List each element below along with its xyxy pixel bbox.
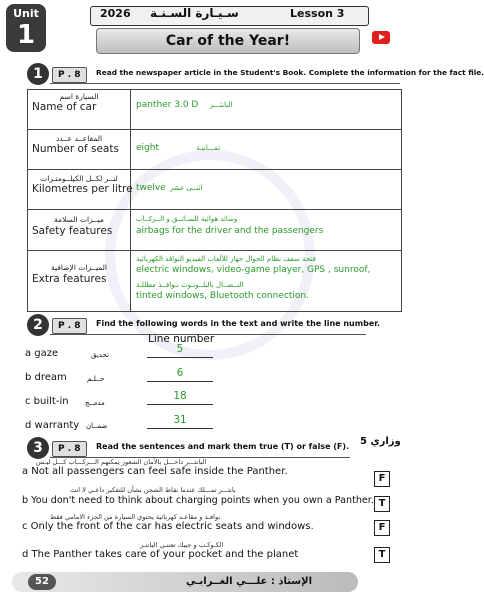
answer-text-ar: فتحة سقف نظام الجوال جهاز للألعاب الفيديو النوافذ الكهربائية	[136, 255, 316, 263]
lesson-label: Lesson 3	[290, 7, 345, 20]
answer-text: tinted windows, Bluetooth connection.	[136, 291, 309, 301]
section-1-instruction: Read the newspaper article in the Student's Book. Complete the information for the fact file.	[96, 68, 484, 77]
section-2-page: P . 8	[52, 318, 87, 334]
word-item: a gaze	[25, 348, 59, 359]
row-label-en: Extra features	[32, 273, 107, 285]
table-row	[28, 209, 401, 251]
line-number-answer: 31	[173, 414, 187, 426]
unit-badge	[6, 4, 46, 52]
sentence: a Not all passengers can feel safe inside the Panther.	[22, 466, 288, 477]
sentence-ar: الكـوكـب و جيبك تعتنـي البانثـر	[140, 541, 224, 549]
row-label-en: Number of seats	[32, 143, 119, 155]
table-row	[28, 250, 401, 312]
answer-text: eight	[136, 143, 159, 153]
row-label-ar: لتــر لكــل الكيلــومتـرات	[40, 174, 118, 183]
section-2-instruction: Find the following words in the text and write the line number.	[96, 319, 381, 328]
line-number-answer: 18	[173, 390, 187, 402]
answer-text-ar: ثمـــانيـة	[196, 144, 221, 152]
word-item-ar: حــلـم	[87, 375, 105, 383]
word-item-ar: تحديق	[91, 351, 109, 359]
table-row	[28, 89, 401, 129]
line-number-header: Line number	[148, 333, 215, 345]
row-label-en: Name of car	[32, 101, 97, 113]
answer-line	[147, 404, 213, 405]
word-item-ar: مدمــج	[85, 399, 105, 407]
answer-text-ar: وسائد هوائية للسـائــق و الــركــاب	[136, 215, 238, 223]
answer-line	[147, 428, 213, 429]
unit-number: 1	[16, 20, 36, 50]
sentence-ar: بانثـــر تمـــلك عندما نقاط الشحن بشأن للتفكير داعـي لا انت	[70, 486, 236, 494]
arabic-title: سـيـارة السـنـة	[150, 6, 239, 20]
line-number-answer: 6	[176, 367, 184, 379]
title-bar	[96, 28, 360, 54]
teacher-name: الإستاذ : علـــي الغــرابـي	[186, 576, 313, 587]
answer-text: airbags for the driver and the passengers	[136, 226, 324, 236]
answer-line	[147, 381, 213, 382]
answer-text: electric windows, video-game player, GPS , sunroof,	[136, 265, 371, 275]
answer-text: panther 3.0 D	[136, 100, 199, 110]
word-item-ar: ضمــان	[86, 422, 108, 430]
sentence-ar: نوافـذ و مقاعـد كهربائية يحتوي السيارة من الجزء الامامي فقط	[50, 513, 221, 521]
table-row	[28, 169, 401, 210]
sentence: c Only the front of the car has electric seats and windows.	[22, 521, 314, 532]
unit-label: Unit	[13, 7, 39, 20]
answer-text: twelve	[136, 183, 166, 193]
line-number-answer: 5	[176, 343, 184, 355]
true-false-box[interactable]: T	[374, 547, 390, 563]
word-item: d warranty	[25, 420, 80, 431]
answer-text-ar: البانثـــر	[210, 101, 233, 109]
section-1-rule	[50, 83, 400, 84]
section-3-page: P . 8	[52, 441, 87, 457]
logo	[372, 4, 418, 28]
sentence: b You don't need to think about charging points when you own a Panther.	[22, 495, 374, 506]
row-label-en: Safety features	[32, 225, 113, 237]
row-label-ar: المقاعــد عــدد	[55, 134, 103, 143]
section-2-number: 2	[27, 314, 49, 336]
sentence-ar: البانثـــر داخـــل بالأمان الشعور يمكنهم الـــركـــاب كـــل ليـس	[36, 458, 207, 466]
side-note: وزاري 5	[360, 436, 401, 447]
answer-text-ar: التــصــال بالبلــوتـوث نـوافــذ مظللـة	[136, 281, 244, 289]
section-3-instruction: Read the sentences and mark them true (T) or false (F).	[96, 442, 350, 451]
youtube-icon[interactable]	[372, 31, 390, 44]
page-title: Car of the Year!	[165, 33, 291, 49]
sentence: d The Panther takes care of your pocket and the planet	[22, 549, 299, 560]
section-3-number: 3	[27, 437, 49, 459]
true-false-box[interactable]: F	[374, 520, 390, 536]
row-label-en: Kilometres per litre	[32, 183, 133, 195]
row-label-ar: السيارة اسم	[59, 92, 99, 101]
true-false-box[interactable]: T	[374, 496, 390, 512]
year: 2026	[100, 7, 131, 20]
answer-text-ar: اثنــى عشر	[170, 184, 203, 192]
section-1-number: 1	[27, 63, 49, 85]
row-label-ar: الميــزات الإضافية	[51, 263, 107, 272]
word-item: c built-in	[25, 396, 69, 407]
word-item: b dream	[25, 372, 67, 383]
row-label-ar: ميــزات السلامة	[54, 215, 104, 224]
table-row	[28, 129, 401, 170]
fact-file-table	[27, 89, 402, 312]
true-false-box[interactable]: F	[374, 471, 390, 487]
answer-line	[147, 357, 213, 358]
section-1-page: P . 8	[52, 67, 87, 83]
page-number: 52	[28, 574, 56, 590]
